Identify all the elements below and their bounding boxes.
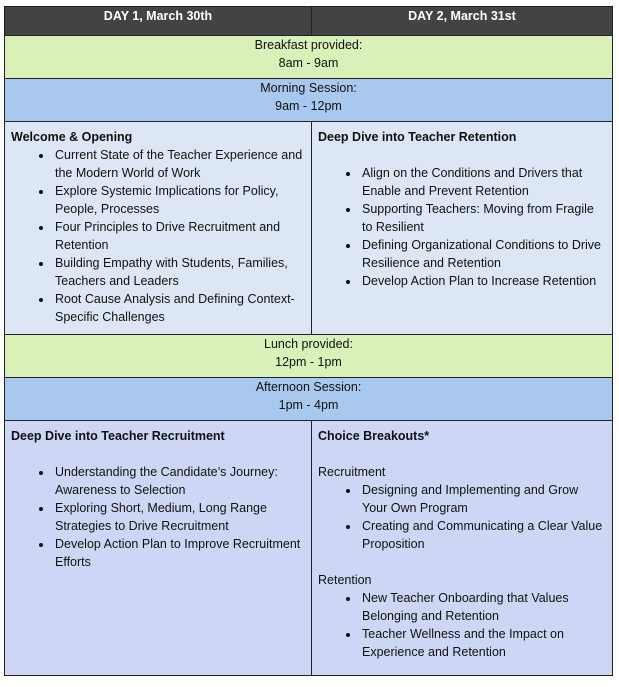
recruitment-label: Recruitment [318, 465, 386, 479]
agenda-table [4, 6, 613, 676]
afternoon-day2-title: Choice Breakouts* [318, 429, 430, 443]
lunch-time: 12pm - 1pm [275, 355, 342, 369]
list-item: • Develop Action Plan to Increase Retention [360, 272, 606, 290]
day2-header: DAY 2, March 31st [312, 7, 613, 36]
list-item: • Supporting Teachers: Moving from Fragile to Resilient [360, 200, 606, 236]
list-item: • Building Empathy with Students, Families, Teachers and Leaders [53, 254, 305, 290]
afternoon-row [5, 378, 613, 421]
list-item: • Defining Organizational Conditions to Drive Resilience and Retention [360, 236, 606, 272]
afternoon-label: Afternoon Session: [255, 380, 362, 394]
afternoon-day1-cell [5, 421, 312, 676]
morning-day2-list [318, 164, 606, 290]
morning-row [5, 79, 613, 122]
list-item: • Develop Action Plan to Improve Recruitment Efforts [53, 535, 305, 571]
morning-day1-list [11, 146, 305, 326]
afternoon-day1-list [11, 463, 305, 571]
breakfast-band [5, 36, 613, 79]
morning-label: Morning Session: [260, 81, 357, 95]
retention-label: Retention [318, 573, 372, 587]
morning-day1-title: Welcome & Opening [11, 130, 133, 144]
list-item: • Root Cause Analysis and Defining Context-Specific Challenges [53, 290, 305, 326]
morning-band [5, 79, 613, 122]
list-item: • Four Principles to Drive Recruitment and Retention [53, 218, 305, 254]
retention-list [318, 589, 606, 661]
list-item: • Exploring Short, Medium, Long Range Strategies to Drive Recruitment [53, 499, 305, 535]
day1-header: DAY 1, March 30th [5, 7, 312, 36]
list-item: • New Teacher Onboarding that Values Belonging and Retention [360, 589, 606, 625]
afternoon-band [5, 378, 613, 421]
list-item: • Understanding the Candidate’s Journey: Awareness to Selection [53, 463, 305, 499]
list-item: • Designing and Implementing and Grow Your Own Program [360, 481, 606, 517]
morning-time: 9am - 12pm [275, 99, 342, 113]
afternoon-day1-title: Deep Dive into Teacher Recruitment [11, 429, 225, 443]
list-item: • Creating and Communicating a Clear Value Proposition [360, 517, 606, 553]
afternoon-content-row [5, 421, 613, 676]
list-item: • Teacher Wellness and the Impact on Experience and Retention [360, 625, 606, 661]
list-item: • Current State of the Teacher Experience and the Modern World of Work [53, 146, 305, 182]
list-item: • Align on the Conditions and Drivers that Enable and Prevent Retention [360, 164, 606, 200]
morning-day2-cell [312, 122, 613, 335]
morning-content-row [5, 122, 613, 335]
header-row [5, 7, 613, 36]
breakfast-time: 8am - 9am [278, 56, 339, 70]
morning-day2-title: Deep Dive into Teacher Retention [318, 130, 517, 144]
morning-day1-cell [5, 122, 312, 335]
lunch-label: Lunch provided: [264, 337, 353, 351]
breakfast-label: Breakfast provided: [254, 38, 363, 52]
afternoon-time: 1pm - 4pm [278, 398, 339, 412]
afternoon-day2-cell [312, 421, 613, 676]
breakfast-row [5, 36, 613, 79]
lunch-row [5, 335, 613, 378]
recruitment-list [318, 481, 606, 553]
list-item: • Explore Systemic Implications for Policy, People, Processes [53, 182, 305, 218]
lunch-band [5, 335, 613, 378]
